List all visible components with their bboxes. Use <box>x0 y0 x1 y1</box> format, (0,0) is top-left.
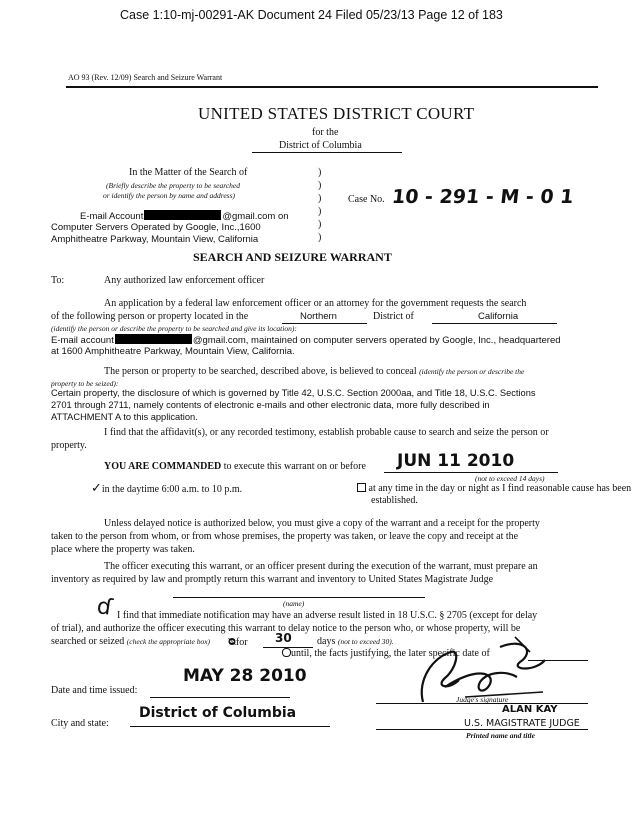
case-no-label: Case No. <box>348 194 385 205</box>
p6-check-icon[interactable]: ɗ <box>95 594 114 621</box>
city-value: District of Columbia <box>139 705 297 721</box>
brief-describe-2: or identify the person by name and address) <box>103 191 235 200</box>
form-id: AO 93 (Rev. 12/09) Search and Seizure Warrant <box>68 73 223 82</box>
matter-heading: In the Matter of the Search of <box>129 167 248 178</box>
p1-account: E-mail account @gmail.com, maintained on computer servers operated by Google, Inc., headquartered <box>51 335 561 346</box>
p4-line2: taken to the person from whom, or from whose premises, the property was taken, or leave the copy and receipt at the <box>51 531 519 542</box>
p2-line1: The person or property to be searched, described above, is believed to conceal (identify the person or describe the <box>104 366 525 377</box>
days-value: 30 <box>275 631 292 645</box>
caption-paren: ) <box>318 206 322 217</box>
p1-line2: of the following person or property located in the <box>51 311 249 322</box>
city-label: City and state: <box>51 718 109 729</box>
p4-line1: Unless delayed notice is authorized below, you must give a copy of the warrant and a receipt for the property <box>104 518 540 529</box>
caption-paren: ) <box>318 193 322 204</box>
days-option[interactable]: ᴓfor <box>228 634 248 648</box>
case-stamp: Case 1:10-mj-00291-AK Document 24 Filed 05/23/13 Page 12 of 183 <box>120 8 503 22</box>
p2-line5: ATTACHMENT A to this application. <box>51 412 198 422</box>
issued-rule <box>150 697 290 698</box>
until-option[interactable]: until, the facts justifying, the later specific date of <box>282 648 490 659</box>
p4-line3: place where the property was taken. <box>51 544 195 555</box>
checkbox-icon[interactable] <box>357 483 366 492</box>
p5-line2: inventory as required by law and promptly return this warrant and inventory to United States Magistrate Judge <box>51 574 494 585</box>
to-text: Any authorized law enforcement officer <box>104 275 265 286</box>
judge-title: U.S. MAGISTRATE JUDGE <box>464 718 580 729</box>
header-rule <box>66 86 598 88</box>
p6-line2: of trial), and authorize the officer executing this warrant to delay notice to the person who, or whose property, will be <box>51 623 521 634</box>
district-of: District of <box>373 311 414 322</box>
redaction <box>144 210 221 220</box>
judge-name: ALAN KAY <box>502 704 558 715</box>
p2-line2: property to be seized): <box>51 379 119 388</box>
district-rule <box>252 152 402 153</box>
issued-label: Date and time issued: <box>51 685 138 696</box>
p6-line1: I find that immediate notification may have an adverse result listed in 18 U.S.C. § 2705 (except for delay <box>117 610 538 621</box>
court-for-the: for the <box>312 127 339 138</box>
court-title: UNITED STATES DISTRICT COURT <box>198 104 475 123</box>
checkbox-icon[interactable] <box>282 648 291 657</box>
issued-date: MAY 28 2010 <box>183 666 307 686</box>
brief-describe-1: (Briefly describe the property to be searched <box>106 181 240 190</box>
p1-line1: An application by a federal law enforcement officer or an attorney for the government requests the search <box>104 298 527 309</box>
property-desc-3: Amphitheatre Parkway, Mountain View, California <box>51 234 259 245</box>
p5-line1: The officer executing this warrant, or an officer present during the execution of the warrant, must prepare an <box>104 561 538 572</box>
court-district: District of Columbia <box>279 140 362 151</box>
execute-by-date: JUN 11 2010 <box>397 451 515 471</box>
not-exceed-14: (not to exceed 14 days) <box>475 474 545 483</box>
judge-sig-label: Judge's signature <box>456 695 509 704</box>
days-label: days (not to exceed 30). <box>317 636 394 647</box>
check-mark-icon: ᴓ <box>228 634 236 648</box>
district-name: Northern <box>300 311 337 322</box>
p1-account-2: at 1600 Amphitheatre Parkway, Mountain View, California. <box>51 346 295 357</box>
check-mark-icon: ✓ <box>91 481 102 496</box>
printed-name-rule <box>376 729 588 730</box>
p2-line3: Certain property, the disclosure of which is governed by Title 42, U.S.C. Section 2000aa, and Title 18, U.S.C. Sections <box>51 388 536 398</box>
property-desc-2: Computer Servers Operated by Google, Inc.,1600 <box>51 222 261 233</box>
judge-name-rule <box>173 597 425 598</box>
anytime-option[interactable]: at any time in the day or night as I find reasonable cause has been <box>357 483 631 494</box>
caption-paren: ) <box>318 180 322 191</box>
anytime-line2: established. <box>371 495 418 506</box>
warrant-title: SEARCH AND SEIZURE WARRANT <box>193 250 392 264</box>
name-label: (name) <box>283 599 305 608</box>
case-number: 10 - 291 - M - 0 1 <box>390 186 575 208</box>
property-desc-1: E-mail Account @gmail.com on <box>80 211 289 222</box>
caption-paren: ) <box>318 232 322 243</box>
p3-line2: property. <box>51 440 87 451</box>
command-line: YOU ARE COMMANDED to execute this warrant on or before <box>104 461 366 472</box>
state-name: California <box>478 311 519 322</box>
p2-line4: 2701 through 2711, namely contents of electronic e-mails and other electronic data, more fully described in <box>51 400 490 410</box>
p1-identify: (identify the person or describe the property to be searched and give its location): <box>51 324 297 333</box>
city-rule <box>130 726 330 727</box>
caption-paren: ) <box>318 167 322 178</box>
p3-line1: I find that the affidavit(s), or any recorded testimony, establish probable cause to search and seize the person or <box>104 427 549 438</box>
caption-paren: ) <box>318 219 322 230</box>
to-label: To: <box>51 275 65 286</box>
state-rule <box>432 323 557 324</box>
daytime-option[interactable]: ✓in the daytime 6:00 a.m. to 10 p.m. <box>91 481 243 496</box>
printed-name-label: Printed name and title <box>466 731 535 740</box>
execute-by-rule <box>384 472 558 473</box>
p6-line3: searched or seized (check the appropriate box) <box>51 636 211 647</box>
redaction <box>115 334 192 344</box>
